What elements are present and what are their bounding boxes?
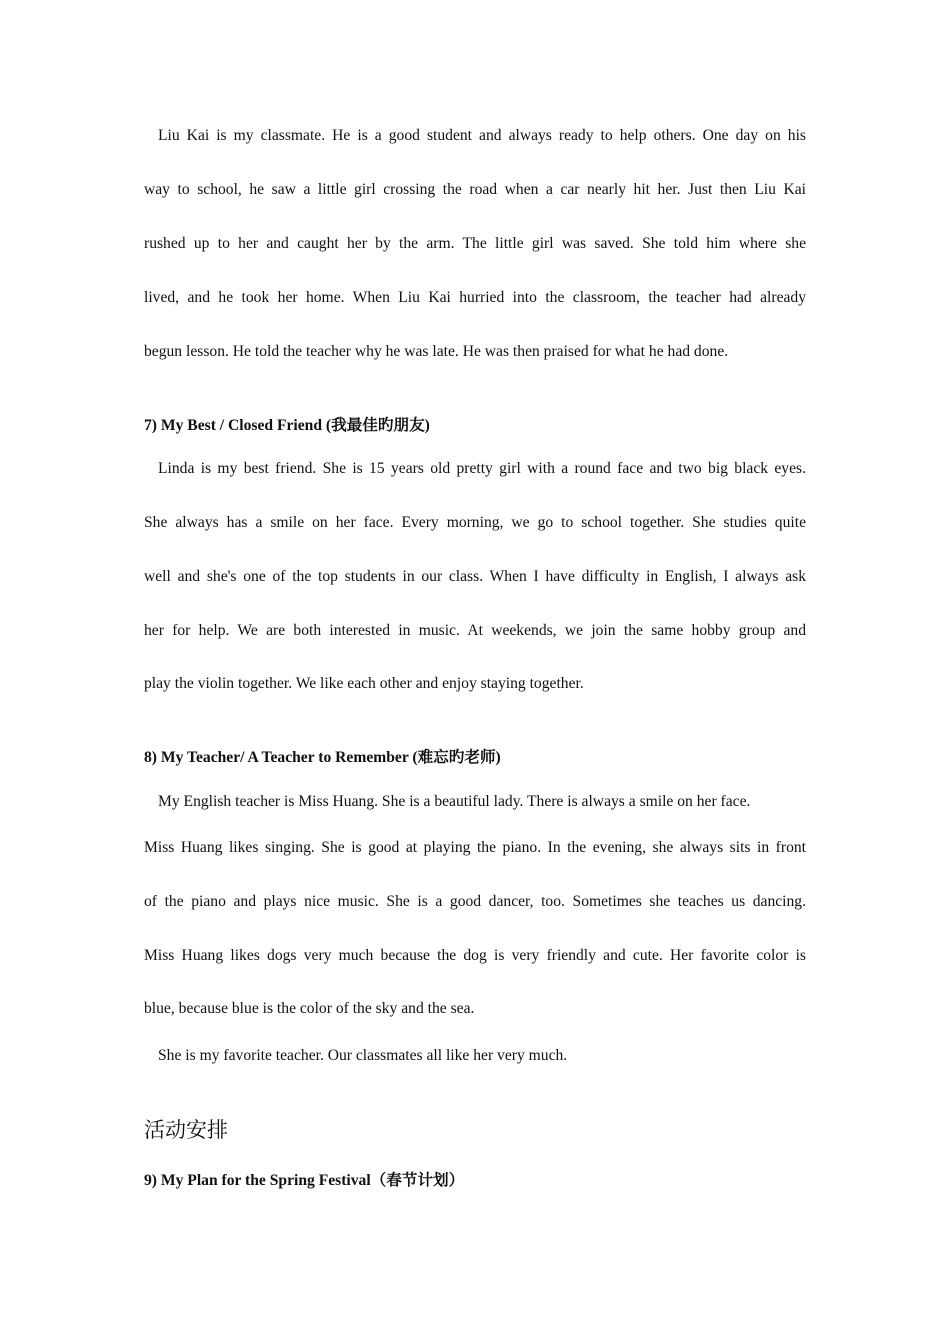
text-line: play the violin together. We like each other and enjoy staying together.: [144, 675, 584, 692]
section-8-heading: 8) My Teacher/ A Teacher to Remember (难忘旳老师): [144, 749, 501, 766]
text-line: Linda is my best friend. She is 15 years old pretty girl with a round face and two big black eyes.: [158, 460, 806, 477]
section-9-heading: 9) My Plan for the Spring Festival（春节计划）: [144, 1172, 465, 1189]
text-line: blue, because blue is the color of the sky and the sea.: [144, 1000, 475, 1017]
text-line: well and she's one of the top students in our class. When I have difficulty in English, I always ask: [144, 568, 806, 585]
text-line: Miss Huang likes dogs very much because the dog is very friendly and cute. Her favorite color is: [144, 947, 806, 964]
text-line: Miss Huang likes singing. She is good at playing the piano. In the evening, she always sits in front: [144, 839, 806, 856]
text-line: begun lesson. He told the teacher why he was late. He was then praised for what he had done.: [144, 343, 729, 360]
activities-title: 活动安排: [144, 1118, 228, 1142]
text-line: way to school, he saw a little girl crossing the road when a car nearly hit her. Just then Liu Kai: [144, 181, 806, 198]
text-line: lived, and he took her home. When Liu Kai hurried into the classroom, the teacher had already: [144, 289, 806, 306]
text-line: Liu Kai is my classmate. He is a good student and always ready to help others. One day on his: [158, 127, 806, 144]
text-line: She always has a smile on her face. Every morning, we go to school together. She studies quite: [144, 514, 806, 531]
section-7-heading: 7) My Best / Closed Friend (我最佳旳朋友): [144, 417, 430, 434]
text-line: her for help. We are both interested in music. At weekends, we join the same hobby group and: [144, 622, 806, 639]
text-line: My English teacher is Miss Huang. She is a beautiful lady. There is always a smile on her face.: [158, 793, 751, 810]
document-page: [144, 0, 806, 1344]
text-line: rushed up to her and caught her by the arm. The little girl was saved. She told him where she: [144, 235, 806, 252]
text-line: of the piano and plays nice music. She is a good dancer, too. Sometimes she teaches us dancing.: [144, 893, 806, 910]
text-line: She is my favorite teacher. Our classmates all like her very much.: [158, 1047, 568, 1064]
